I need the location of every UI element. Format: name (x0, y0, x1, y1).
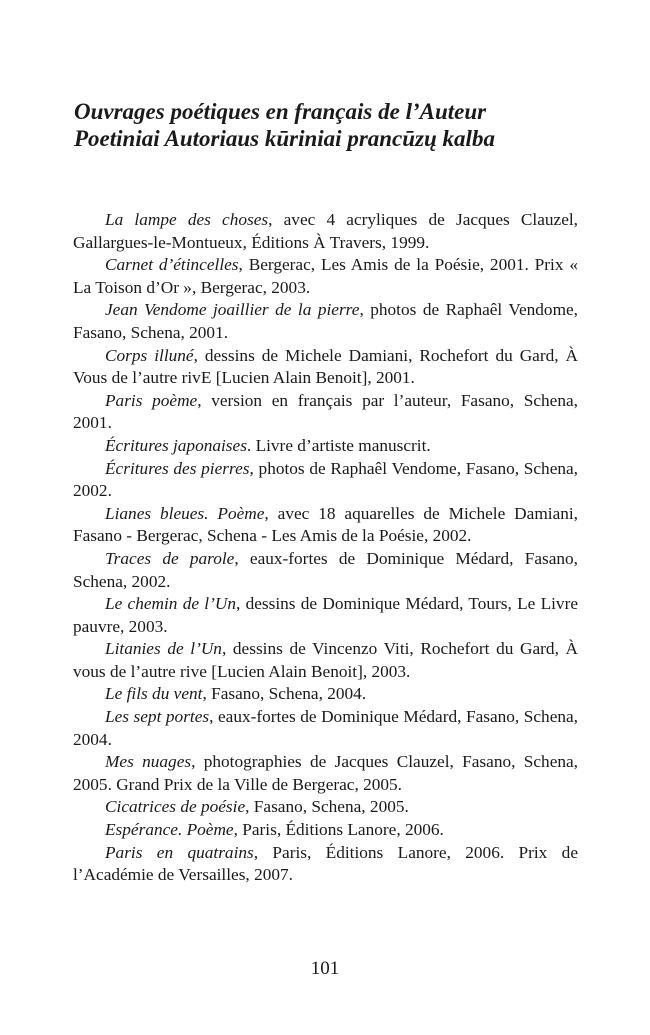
bibliography-entry (73, 209, 578, 254)
entry-title: Espérance. Poème (105, 820, 234, 840)
bibliography-entry (73, 503, 578, 548)
entry-details: , version en français par l’auteur, Fasano, Schena, 2001. (73, 390, 578, 433)
entry-title: Litanies de l’Un (105, 639, 222, 659)
entry-details: , eaux-fortes de Dominique Médard, Fasano, Schena, 2004. (73, 707, 579, 749)
bibliography-entry (73, 458, 578, 503)
entry-details: , Bergerac, Les Amis de la Poésie, 2001. Prix « La Toison d’Or », Bergerac, 2003. (73, 255, 578, 297)
entry-details: , photos de Raphaêl Vendome, Fasano, Schena, 2001. (73, 300, 578, 342)
bibliography-entry (73, 638, 578, 683)
bibliography-entry (73, 593, 578, 638)
entry-title: Écritures japonaises (105, 435, 247, 455)
entry-title: Paris poème (105, 390, 198, 410)
entry-details: , avec 4 acryliques de Jacques Clauzel, Gallargues-le-Montueux, Éditions À Travers, 1999. (73, 210, 578, 252)
entry-title: La lampe des choses (105, 210, 269, 229)
bibliography-entry (73, 390, 578, 435)
entry-details: , eaux-fortes de Dominique Médard, Fasano, Schena, 2002. (73, 548, 578, 591)
bibliography-entry (73, 548, 578, 593)
entry-title: Les sept portes (105, 707, 210, 727)
entry-details: , avec 18 aquarelles de Michele Damiani, Fasano - Bergerac, Schena - Les Amis de la Poésie, 2002. (73, 503, 578, 546)
entry-details: . Livre d’artiste manuscrit. (246, 435, 431, 455)
entry-details: , photos de Raphaêl Vendome, Fasano, Schena, 2002. (73, 458, 578, 501)
bibliography-entry (73, 299, 578, 344)
bibliography-entry (73, 796, 578, 819)
heading-lithuanian: Poetiniai Autoriaus kūriniai prancūzų kalba (74, 126, 495, 151)
bibliography-entry (73, 435, 578, 458)
section-heading (74, 98, 594, 152)
bibliography-entry (73, 819, 578, 842)
entry-title: Le fils du vent (105, 684, 203, 704)
entry-title: Le chemin de l’Un (105, 594, 236, 614)
page-number: 101 (310, 958, 340, 979)
bibliography-entry (73, 683, 578, 706)
bibliography-list (73, 209, 578, 887)
entry-details: , Paris, Éditions Lanore, 2006. (233, 820, 444, 840)
entry-title: Corps illuné (105, 345, 194, 365)
bibliography-entry (73, 345, 578, 390)
entry-details: , dessins de Michele Damiani, Rochefort du Gard, À Vous de l’autre rivE [Lucien Alain Benoit], 2001. (73, 345, 578, 388)
entry-title: Carnet d’étincelles (105, 255, 239, 275)
entry-title: Écritures des pierres (105, 458, 250, 478)
entry-details: , Fasano, Schena, 2005. (245, 797, 409, 817)
entry-details: , photographies de Jacques Clauzel, Fasano, Schena, 2005. Grand Prix de la Ville de Bergerac, 2005. (73, 752, 578, 794)
bibliography-entry (73, 751, 578, 796)
entry-details: , dessins de Dominique Médard, Tours, Le Livre pauvre, 2003. (73, 594, 579, 636)
bibliography-entry (73, 706, 578, 751)
bibliography-entry (73, 254, 578, 299)
entry-title: Paris en quatrains (105, 842, 254, 862)
bibliography-entry (73, 842, 578, 887)
entry-details: , Paris, Éditions Lanore, 2006. Prix de l’Académie de Versailles, 2007. (73, 842, 578, 885)
entry-title: Traces de parole (105, 548, 235, 568)
entry-title: Jean Vendome joaillier de la pierre (105, 300, 360, 320)
entry-title: Lianes bleues. Poème (105, 503, 265, 523)
entry-title: Cicatrices de poésie (105, 797, 246, 817)
entry-details: , Fasano, Schena, 2004. (202, 684, 367, 704)
entry-title: Mes nuages (105, 752, 192, 772)
heading-french: Ouvrages poétiques en français de l’Auteur (74, 99, 487, 124)
entry-details: , dessins de Vincenzo Viti, Rochefort du Gard, À vous de l’autre rive [Lucien Alain Benoit], 2003. (73, 639, 578, 681)
